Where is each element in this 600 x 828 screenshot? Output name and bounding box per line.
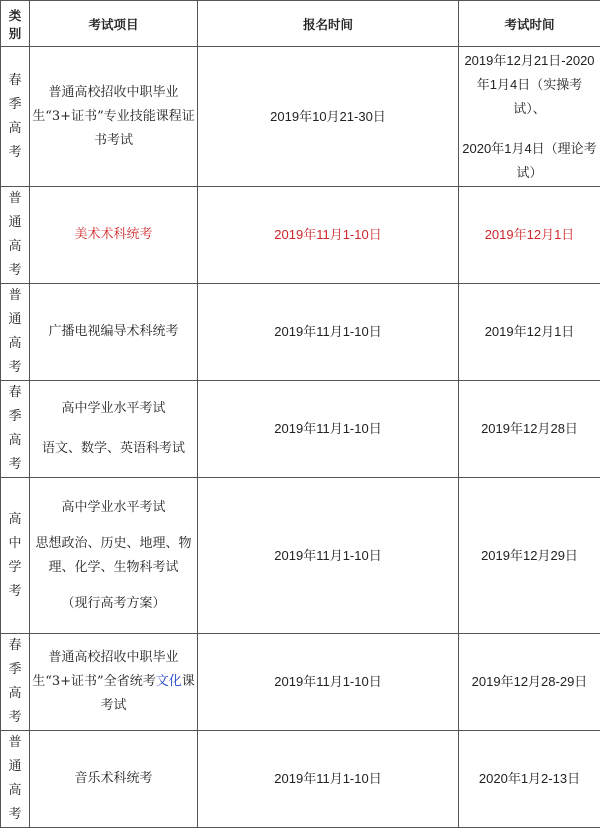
exam-time-cell: 2019年12月1日 — [459, 284, 600, 381]
category-cell: 春季高考 — [1, 634, 30, 731]
exam-time-cell: 2019年12月29日 — [459, 478, 600, 634]
exam-item-cell — [30, 478, 198, 634]
registration-cell: 2019年11月1-10日 — [198, 284, 459, 381]
registration-cell: 2019年11月1-10日 — [198, 381, 459, 478]
category-cell: 普通高考 — [1, 284, 30, 381]
exam-item-title: 高中学业水平考试 — [32, 397, 195, 421]
exam-item-text-suffix: 课考试 — [100, 674, 194, 713]
exam-time-cell: 2019年12月28-29日 — [459, 634, 600, 731]
exam-time-cell: 2019年12月28日 — [459, 381, 600, 478]
exam-item-subjects: 语文、数学、英语科考试 — [32, 437, 195, 461]
table-row — [1, 731, 600, 828]
table-row — [1, 634, 600, 731]
table-row — [1, 47, 600, 187]
exam-item-cell — [30, 381, 198, 478]
header-item: 考试项目 — [30, 1, 198, 47]
table-row — [1, 284, 600, 381]
exam-time-theory: 2020年1月4日（理论考试） — [461, 137, 598, 185]
header-row — [1, 1, 600, 47]
category-cell: 普通高考 — [1, 187, 30, 284]
exam-time-cell — [459, 47, 600, 187]
category-cell: 普通高考 — [1, 731, 30, 828]
category-cell: 春季高考 — [1, 47, 30, 187]
header-registration: 报名时间 — [198, 1, 459, 47]
exam-item-title: 高中学业水平考试 — [32, 496, 195, 520]
table-row — [1, 478, 600, 634]
category-cell: 春季高考 — [1, 381, 30, 478]
registration-cell: 2019年11月1-10日 — [198, 187, 459, 284]
header-exam-time: 考试时间 — [459, 1, 600, 47]
table-row — [1, 381, 600, 478]
culture-course-link[interactable]: 文化 — [156, 674, 182, 689]
exam-time-practical: 2019年12月21日-2020年1月4日（实操考试）、 — [461, 49, 598, 121]
exam-item-cell: 音乐术科统考 — [30, 731, 198, 828]
registration-cell: 2019年11月1-10日 — [198, 478, 459, 634]
exam-item-text: 普通高校招收中职毕业生“3+证书”全省统考 — [32, 650, 178, 689]
header-category: 类别 — [1, 1, 30, 47]
exam-time-cell: 2020年1月2-13日 — [459, 731, 600, 828]
exam-time-cell: 2019年12月1日 — [459, 187, 600, 284]
category-cell: 高中学考 — [1, 478, 30, 634]
registration-cell: 2019年11月1-10日 — [198, 634, 459, 731]
exam-item-cell: 广播电视编导术科统考 — [30, 284, 198, 381]
registration-cell: 2019年10月21-30日 — [198, 47, 459, 187]
registration-cell: 2019年11月1-10日 — [198, 731, 459, 828]
exam-item-note: （现行高考方案） — [32, 592, 195, 616]
exam-item-cell: 普通高校招收中职毕业生“3+证书”专业技能课程证书考试 — [30, 47, 198, 187]
exam-item-cell: 美术术科统考 — [30, 187, 198, 284]
exam-item-cell — [30, 634, 198, 731]
table-row — [1, 187, 600, 284]
exam-item-subjects: 思想政治、历史、地理、物理、化学、生物科考试 — [32, 532, 195, 580]
